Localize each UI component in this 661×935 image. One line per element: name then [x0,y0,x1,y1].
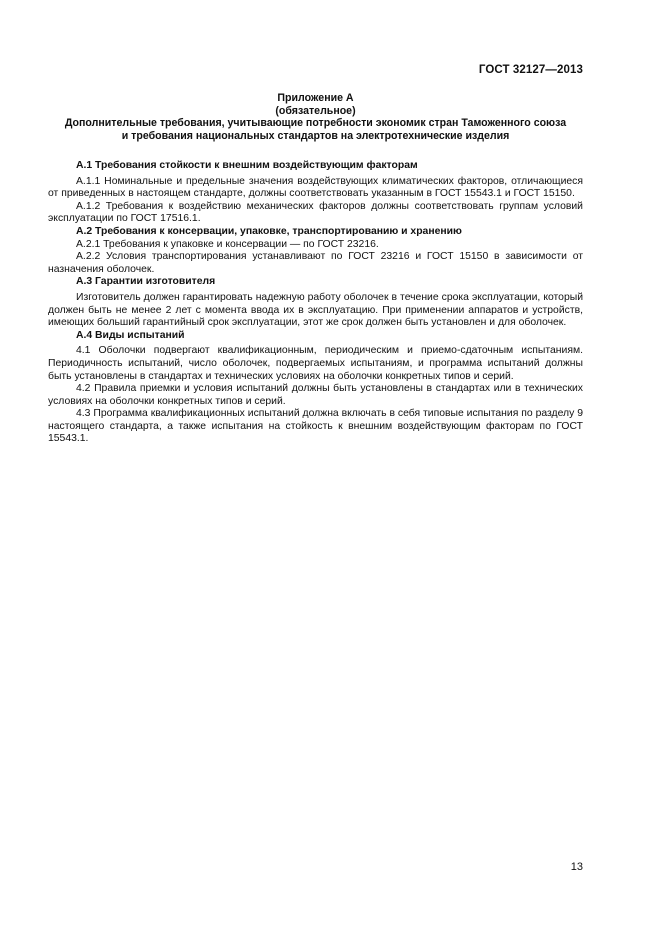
section-a1-paragraph-1: А.1.1 Номинальные и предельные значения воздействующих климатических факторов, отличающиеся от приведенных в настоящем стандарте, должны соответствовать указанным в ГОСТ 15543.1 и ГОСТ 15150. [48,175,583,200]
section-a2-paragraph-2: А.2.2 Условия транспортирования устанавливают по ГОСТ 23216 и ГОСТ 15150 в зависимости от назначения оболочек. [48,251,583,275]
section-a4-title: А.4 Виды испытаний [76,329,185,341]
page-content [48,92,583,446]
section-a4-paragraph-2: 4.2 Правила приемки и условия испытаний должны быть установлены в стандартах или в технических условиях на оболочки конкретных типов и серий. [48,383,583,407]
annex-heading-line-2: и требования национальных стандартов на электротехнические изделия [121,129,510,142]
section-a3-paragraph-1: Изготовитель должен гарантировать надежную работу оболочек в течение срока эксплуатации, который должен быть не менее 2 лет с момента ввода их в эксплуатацию. При применении аппаратов и устройств, имеющих больший гарантийный срок эксплуатации, этот же срок должен быть установлен и для оболочек. [48,291,583,329]
section-a4-paragraph-1: 4.1 Оболочки подвергают квалификационным, периодическим и приемо-сдаточным испытаниям. Периодичность испытаний, число оболочек, подвергаемых испытаниям, и программа испытаний должны быть установлены в стандартах и технических условиях на оболочки конкретных типов и серий. [48,345,583,382]
section-a2-title: А.2 Требования к консервации, упаковке, транспортированию и хранению [76,225,462,237]
section-a1-title: А.1 Требования стойкости к внешним воздействующим факторам [76,160,418,171]
section-a2-paragraph-1: А.2.1 Требования к упаковке и консервации — по ГОСТ 23216. [76,238,379,250]
annex-title: Приложение А [277,92,354,104]
section-a4-paragraph-3: 4.3 Программа квалификационных испытаний должна включать в себя типовые испытания по разделу 9 настоящего стандарта, а также испытания на стойкость к внешним воздействующим факторам по ГОСТ 15543.1. [48,408,583,445]
section-a1-paragraph-2: А.1.2 Требования к воздействию механических факторов должны соответствовать группам условий эксплуатации по ГОСТ 17516.1. [48,200,583,225]
annex-status: (обязательное) [275,104,356,117]
section-a3-title: А.3 Гарантии изготовителя [76,276,216,288]
annex-heading-block [48,92,583,142]
document-code: ГОСТ 32127—2013 [478,64,583,76]
annex-heading-line-1: Дополнительные требования, учитывающие потребности экономик стран Таможенного союза [64,117,567,129]
page-number: 13 [570,861,583,873]
